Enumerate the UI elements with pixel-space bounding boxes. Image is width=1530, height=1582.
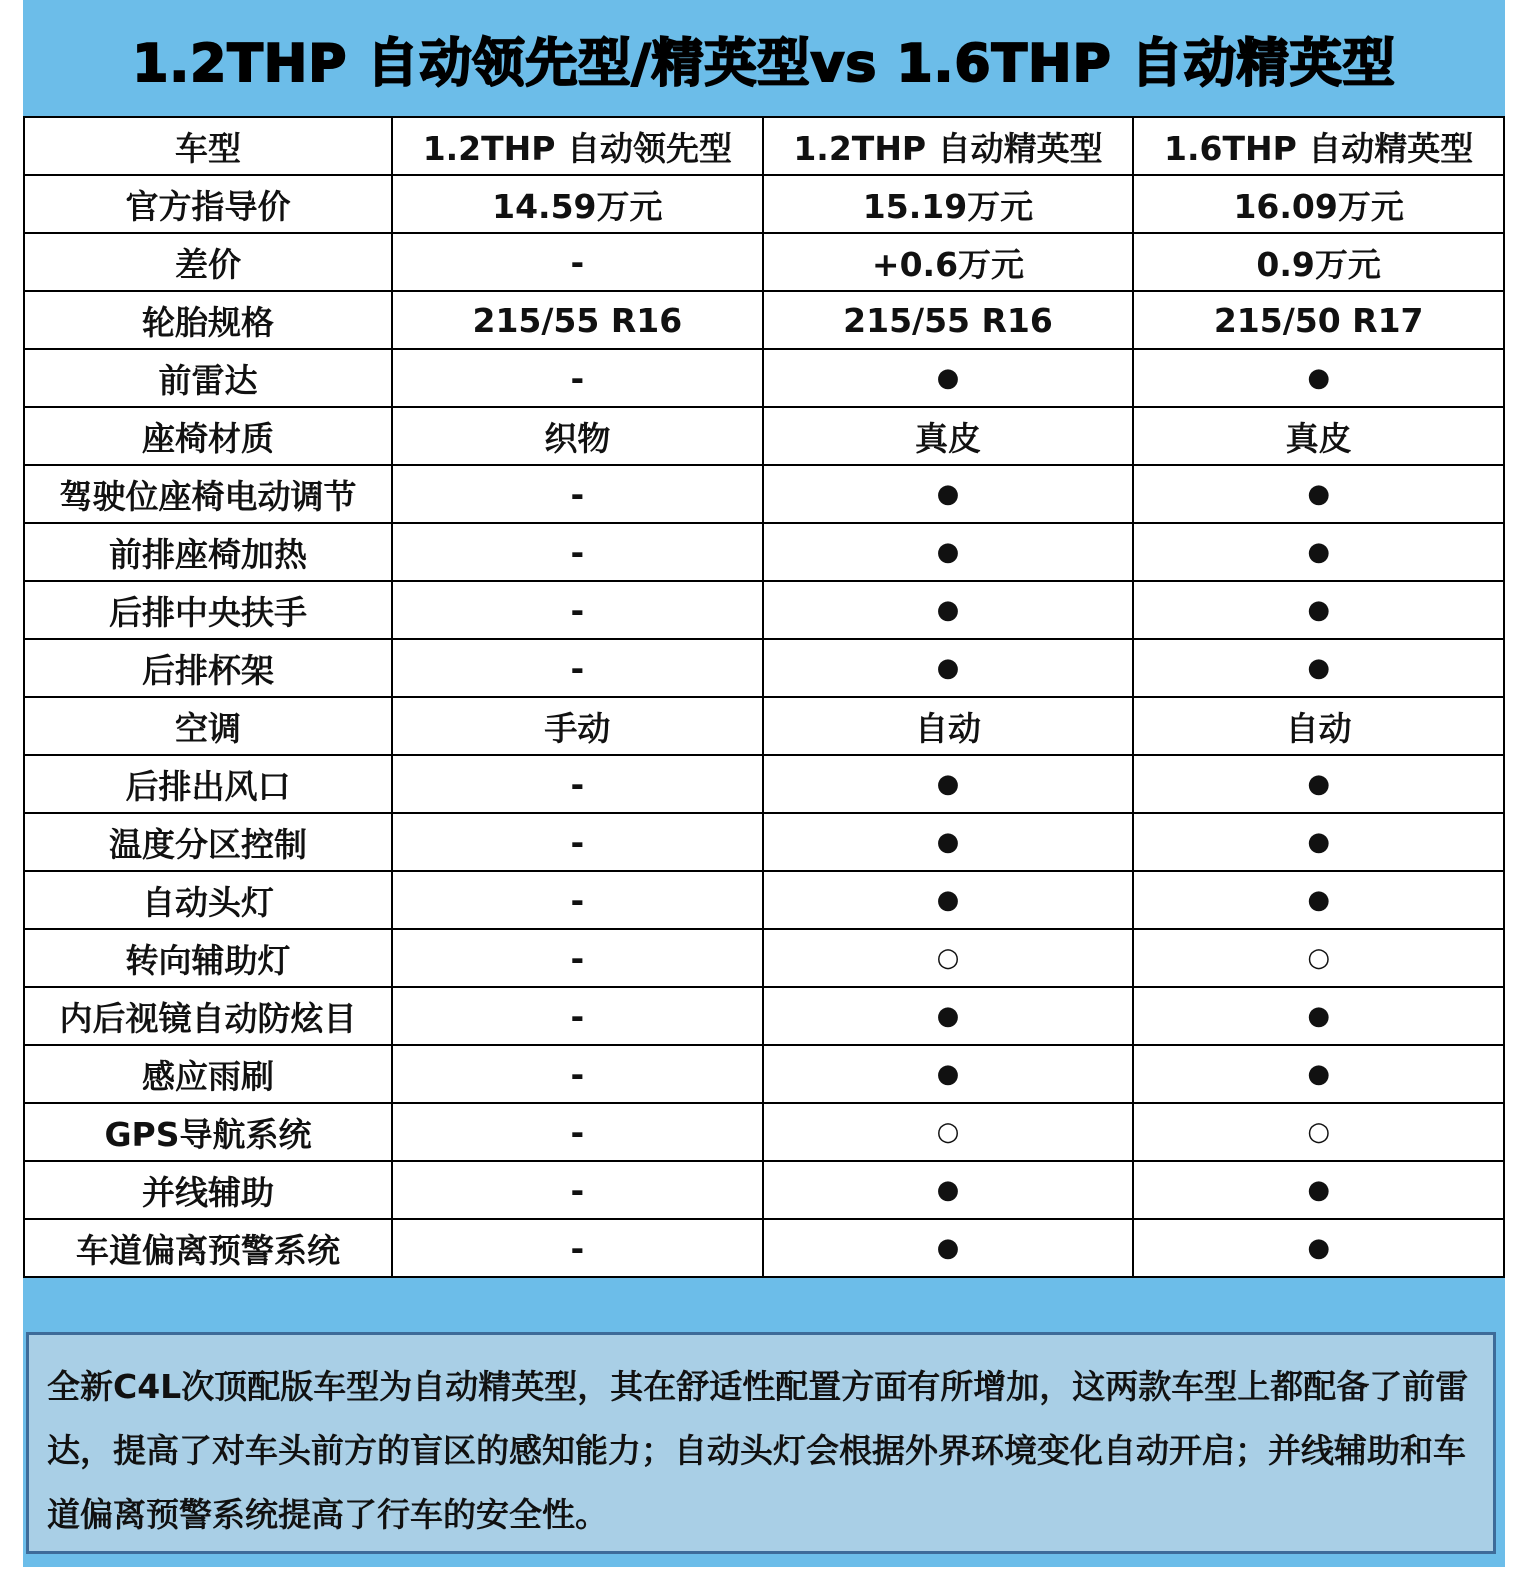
row-value: 真皮 [1133, 407, 1504, 465]
row-value: 215/50 R17 [1133, 291, 1504, 349]
summary-note: 全新C4L次顶配版车型为自动精英型，其在舒适性配置方面有所增加，这两款车型上都配备了前雷达，提高了对车头前方的盲区的感知能力；自动头灯会根据外界环境变化自动开启；并线辅助和车道偏离预警系统提高了行车的安全性。 [26, 1332, 1496, 1554]
table-row [24, 755, 1504, 813]
row-value: ● [763, 987, 1134, 1045]
header-col: 1.2THP 自动精英型 [763, 117, 1134, 175]
row-label: 后排出风口 [24, 755, 392, 813]
table-row [24, 697, 1504, 755]
row-value: - [392, 639, 763, 697]
header-col: 1.2THP 自动领先型 [392, 117, 763, 175]
row-value: ● [1133, 581, 1504, 639]
row-value: - [392, 581, 763, 639]
row-value: ● [1133, 1219, 1504, 1277]
row-value: ● [1133, 349, 1504, 407]
row-label: 车道偏离预警系统 [24, 1219, 392, 1277]
row-label: 前排座椅加热 [24, 523, 392, 581]
row-value: - [392, 523, 763, 581]
row-label: 空调 [24, 697, 392, 755]
comparison-table [23, 116, 1505, 1278]
row-label: 后排中央扶手 [24, 581, 392, 639]
row-value: 15.19万元 [763, 175, 1134, 233]
row-value: ● [763, 1045, 1134, 1103]
row-value: ● [1133, 987, 1504, 1045]
table-row [24, 1045, 1504, 1103]
row-value: ● [763, 639, 1134, 697]
row-value: ○ [763, 929, 1134, 987]
row-value: - [392, 349, 763, 407]
table-row [24, 175, 1504, 233]
row-value: - [392, 1219, 763, 1277]
row-value: - [392, 755, 763, 813]
row-value: ● [1133, 871, 1504, 929]
row-value: ○ [1133, 1103, 1504, 1161]
row-label: 转向辅助灯 [24, 929, 392, 987]
row-label: 前雷达 [24, 349, 392, 407]
row-value: ● [1133, 465, 1504, 523]
table-row [24, 1103, 1504, 1161]
row-value: - [392, 1045, 763, 1103]
table-row [24, 407, 1504, 465]
row-label: 自动头灯 [24, 871, 392, 929]
row-value: ● [1133, 523, 1504, 581]
row-value: ● [763, 581, 1134, 639]
row-value: - [392, 987, 763, 1045]
row-value: ● [1133, 1045, 1504, 1103]
row-label: 官方指导价 [24, 175, 392, 233]
table-row [24, 1161, 1504, 1219]
row-value: - [392, 233, 763, 291]
row-value: ● [1133, 1161, 1504, 1219]
row-value: - [392, 929, 763, 987]
row-value: 真皮 [763, 407, 1134, 465]
row-value: ● [763, 349, 1134, 407]
table-row [24, 987, 1504, 1045]
row-value: - [392, 871, 763, 929]
row-value: - [392, 1103, 763, 1161]
row-label: 后排杯架 [24, 639, 392, 697]
header-col: 1.6THP 自动精英型 [1133, 117, 1504, 175]
row-value: 215/55 R16 [763, 291, 1134, 349]
row-value: 手动 [392, 697, 763, 755]
table-row [24, 523, 1504, 581]
row-value: ● [763, 523, 1134, 581]
row-value: ● [763, 1161, 1134, 1219]
row-value: ● [763, 871, 1134, 929]
row-value: 自动 [1133, 697, 1504, 755]
table-row [24, 581, 1504, 639]
row-value: ● [1133, 813, 1504, 871]
table-row [24, 233, 1504, 291]
row-label: 驾驶位座椅电动调节 [24, 465, 392, 523]
row-value: ● [1133, 639, 1504, 697]
row-value: ● [763, 1219, 1134, 1277]
row-label: GPS导航系统 [24, 1103, 392, 1161]
row-value: - [392, 1161, 763, 1219]
row-label: 并线辅助 [24, 1161, 392, 1219]
row-value: 215/55 R16 [392, 291, 763, 349]
row-value: 14.59万元 [392, 175, 763, 233]
row-value: - [392, 465, 763, 523]
table-row [24, 349, 1504, 407]
table-row [24, 465, 1504, 523]
row-value: ○ [763, 1103, 1134, 1161]
row-label: 内后视镜自动防炫目 [24, 987, 392, 1045]
row-value: - [392, 813, 763, 871]
row-value: 16.09万元 [1133, 175, 1504, 233]
row-label: 轮胎规格 [24, 291, 392, 349]
page-frame [23, 0, 1505, 1567]
row-value: 自动 [763, 697, 1134, 755]
page-title: 1.2THP 自动领先型/精英型vs 1.6THP 自动精英型 [132, 33, 1396, 94]
row-label: 座椅材质 [24, 407, 392, 465]
header-label: 车型 [24, 117, 392, 175]
table-row [24, 929, 1504, 987]
table-row [24, 639, 1504, 697]
row-label: 感应雨刷 [24, 1045, 392, 1103]
row-value: 0.9万元 [1133, 233, 1504, 291]
row-value: ● [763, 755, 1134, 813]
row-value: 织物 [392, 407, 763, 465]
row-value: ● [763, 465, 1134, 523]
table-row [24, 871, 1504, 929]
table-row [24, 1219, 1504, 1277]
table-row [24, 291, 1504, 349]
row-value: ● [1133, 755, 1504, 813]
table-header-row [24, 117, 1504, 175]
table-row [24, 813, 1504, 871]
row-value: ● [763, 813, 1134, 871]
row-label: 温度分区控制 [24, 813, 392, 871]
row-value: ○ [1133, 929, 1504, 987]
row-label: 差价 [24, 233, 392, 291]
row-value: +0.6万元 [763, 233, 1134, 291]
